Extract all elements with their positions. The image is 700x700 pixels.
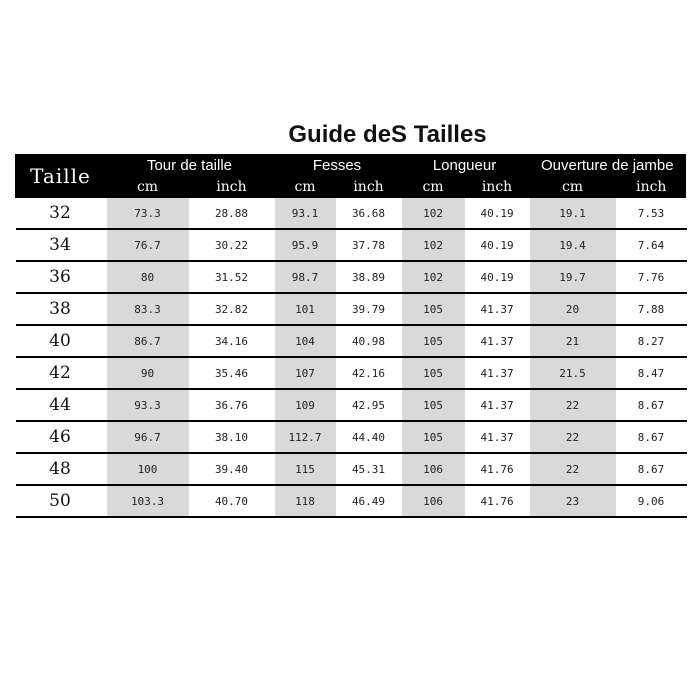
value-cell: 9.06	[617, 485, 686, 517]
table-row	[16, 357, 686, 389]
value-cell: 73.3	[106, 198, 190, 229]
size-cell: 46	[16, 421, 106, 453]
value-cell: 8.27	[617, 325, 686, 357]
size-cell: 48	[16, 453, 106, 485]
size-cell: 50	[16, 485, 106, 517]
unit-hips-inch: inch	[337, 177, 401, 198]
value-cell: 8.67	[617, 453, 686, 485]
table-row	[16, 198, 686, 229]
value-cell: 93.1	[274, 198, 337, 229]
value-cell: 41.76	[466, 453, 529, 485]
value-cell: 22	[529, 453, 617, 485]
value-cell: 42.95	[337, 389, 401, 421]
value-cell: 7.88	[617, 293, 686, 325]
size-cell: 32	[16, 198, 106, 229]
value-cell: 8.67	[617, 389, 686, 421]
value-cell: 22	[529, 389, 617, 421]
value-cell: 40.98	[337, 325, 401, 357]
value-cell: 46.49	[337, 485, 401, 517]
unit-leg-cm: cm	[529, 177, 617, 198]
value-cell: 28.88	[190, 198, 274, 229]
header-length: Longueur	[401, 154, 529, 177]
value-cell: 86.7	[106, 325, 190, 357]
value-cell: 39.79	[337, 293, 401, 325]
value-cell: 38.10	[190, 421, 274, 453]
value-cell: 118	[274, 485, 337, 517]
value-cell: 31.52	[190, 261, 274, 293]
size-cell: 38	[16, 293, 106, 325]
value-cell: 101	[274, 293, 337, 325]
value-cell: 106	[401, 485, 466, 517]
value-cell: 90	[106, 357, 190, 389]
value-cell: 95.9	[274, 229, 337, 261]
page-title: Guide deS Tailles	[288, 121, 487, 148]
value-cell: 37.78	[337, 229, 401, 261]
unit-length-cm: cm	[401, 177, 466, 198]
value-cell: 105	[401, 293, 466, 325]
value-cell: 8.47	[617, 357, 686, 389]
value-cell: 34.16	[190, 325, 274, 357]
value-cell: 104	[274, 325, 337, 357]
value-cell: 32.82	[190, 293, 274, 325]
value-cell: 7.64	[617, 229, 686, 261]
value-cell: 20	[529, 293, 617, 325]
value-cell: 100	[106, 453, 190, 485]
value-cell: 102	[401, 261, 466, 293]
value-cell: 98.7	[274, 261, 337, 293]
value-cell: 21	[529, 325, 617, 357]
size-cell: 44	[16, 389, 106, 421]
value-cell: 40.19	[466, 198, 529, 229]
value-cell: 83.3	[106, 293, 190, 325]
value-cell: 105	[401, 357, 466, 389]
table-row	[16, 485, 686, 517]
value-cell: 36.68	[337, 198, 401, 229]
value-cell: 35.46	[190, 357, 274, 389]
value-cell: 107	[274, 357, 337, 389]
unit-waist-inch: inch	[190, 177, 274, 198]
table-row	[16, 229, 686, 261]
table-row	[16, 325, 686, 357]
value-cell: 40.19	[466, 261, 529, 293]
value-cell: 106	[401, 453, 466, 485]
value-cell: 112.7	[274, 421, 337, 453]
value-cell: 40.70	[190, 485, 274, 517]
size-cell: 42	[16, 357, 106, 389]
value-cell: 102	[401, 229, 466, 261]
value-cell: 41.37	[466, 421, 529, 453]
value-cell: 7.53	[617, 198, 686, 229]
value-cell: 41.37	[466, 325, 529, 357]
value-cell: 105	[401, 389, 466, 421]
table-header	[16, 154, 686, 198]
value-cell: 105	[401, 421, 466, 453]
size-cell: 36	[16, 261, 106, 293]
unit-hips-cm: cm	[274, 177, 337, 198]
value-cell: 76.7	[106, 229, 190, 261]
value-cell: 80	[106, 261, 190, 293]
value-cell: 103.3	[106, 485, 190, 517]
header-hips: Fesses	[274, 154, 401, 177]
value-cell: 115	[274, 453, 337, 485]
value-cell: 7.76	[617, 261, 686, 293]
unit-leg-inch: inch	[617, 177, 686, 198]
value-cell: 22	[529, 421, 617, 453]
value-cell: 45.31	[337, 453, 401, 485]
value-cell: 41.37	[466, 293, 529, 325]
header-waist: Tour de taille	[106, 154, 274, 177]
table-row	[16, 453, 686, 485]
value-cell: 19.4	[529, 229, 617, 261]
value-cell: 41.37	[466, 389, 529, 421]
value-cell: 41.37	[466, 357, 529, 389]
table-body	[16, 198, 686, 517]
value-cell: 23	[529, 485, 617, 517]
value-cell: 38.89	[337, 261, 401, 293]
table-row	[16, 421, 686, 453]
value-cell: 93.3	[106, 389, 190, 421]
size-cell: 40	[16, 325, 106, 357]
value-cell: 105	[401, 325, 466, 357]
size-cell: 34	[16, 229, 106, 261]
value-cell: 44.40	[337, 421, 401, 453]
value-cell: 36.76	[190, 389, 274, 421]
table-row	[16, 261, 686, 293]
value-cell: 102	[401, 198, 466, 229]
value-cell: 40.19	[466, 229, 529, 261]
table-row	[16, 389, 686, 421]
header-size: Taille	[16, 154, 106, 198]
value-cell: 42.16	[337, 357, 401, 389]
value-cell: 8.67	[617, 421, 686, 453]
value-cell: 96.7	[106, 421, 190, 453]
value-cell: 19.1	[529, 198, 617, 229]
unit-length-inch: inch	[466, 177, 529, 198]
value-cell: 21.5	[529, 357, 617, 389]
header-leg-opening: Ouverture de jambe	[529, 154, 686, 177]
value-cell: 39.40	[190, 453, 274, 485]
value-cell: 30.22	[190, 229, 274, 261]
table-row	[16, 293, 686, 325]
size-guide-table	[15, 154, 687, 518]
unit-waist-cm: cm	[106, 177, 190, 198]
value-cell: 41.76	[466, 485, 529, 517]
value-cell: 19.7	[529, 261, 617, 293]
value-cell: 109	[274, 389, 337, 421]
